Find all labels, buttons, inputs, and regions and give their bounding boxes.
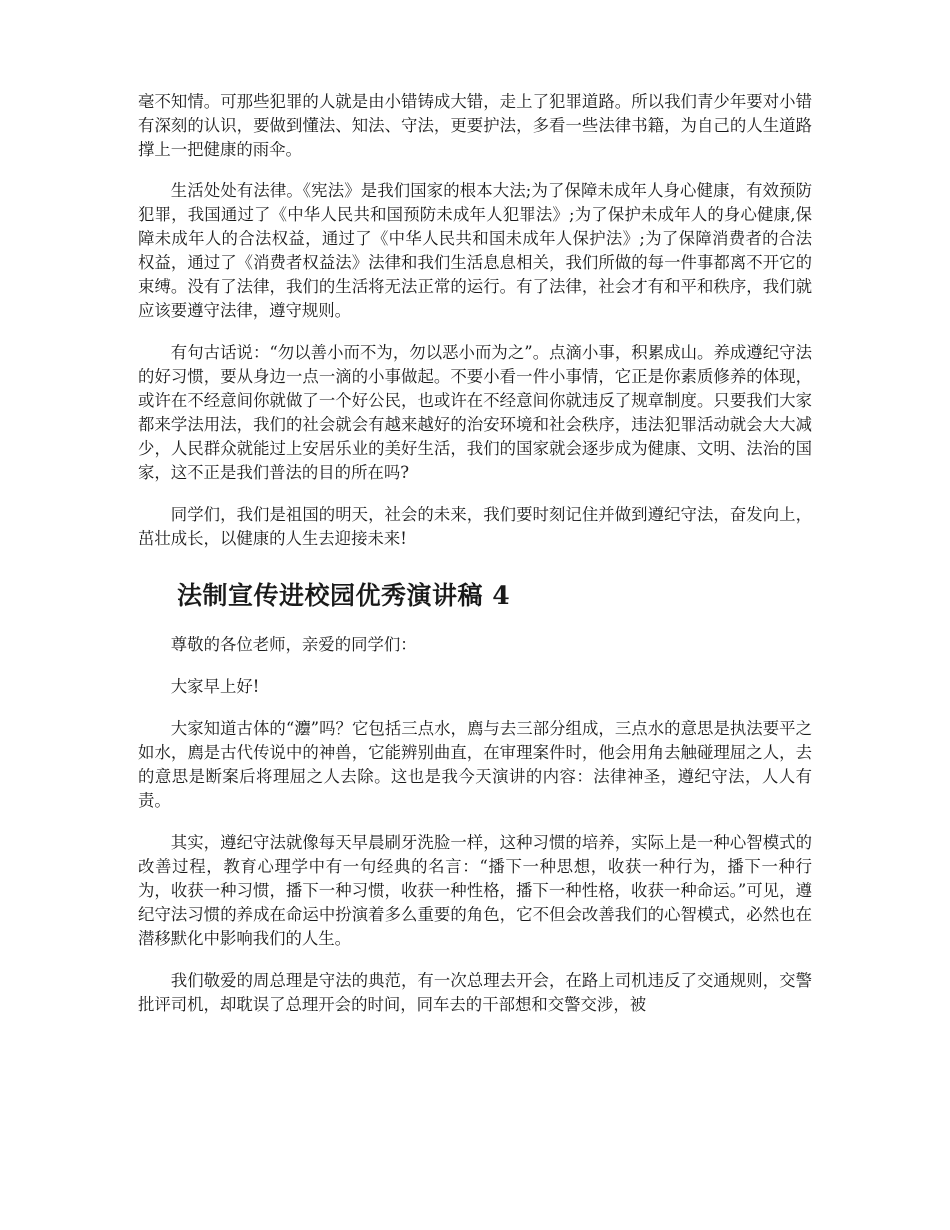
paragraph-habits: 其实，遵纪守法就像每天早晨刷牙洗脸一样，这种习惯的培养，实际上是一种心智模式的改善过程，教育心理学中有一句经典的名言：“播下一种思想，收获一种行为，播下一种行为，收获一种习惯，播下一种习惯，收获一种性格，播下一种性格，收获一种命运。”可见，遵纪守法习惯的养成在命运中扮演着多么重要的角色，它不但会改善我们的心智模式，必然也在潜移默化中影响我们的人生。 [138, 833, 812, 948]
paragraph-law-everywhere: 生活处处有法律。《宪法》是我们国家的根本大法;为了保障未成年人身心健康，有效预防犯罪，我国通过了《中华人民共和国预防未成年人犯罪法》;为了保护未成年人的身心健康,保障未成年人的合法权益，通过了《中华人民共和国未成年人保护法》;为了保障消费者的合法权益，通过了《消费者权益法》法律和我们生活息息相关，我们所做的每一件事都离不开它的束缚。没有了法律，我们的生活将无法正常的运行。有了法律，社会才有和平和秩序，我们就应该要遵守法律，遵守规则。 [138, 181, 812, 320]
paragraph-ancient-saying: 有句古话说：“勿以善小而不为，勿以恶小而为之”。点滴小事，积累成山。养成遵纪守法的好习惯，要从身边一点一滴的小事做起。不要小看一件小事情，它正是你素质修养的体现，或许在不经意间你就做了一个好公民，也或许在不经意间你就违反了规章制度。只要我们大家都来学法用法，我们的社会就会有越来越好的治安环境和社会秩序，违法犯罪活动就会大大减少，人民群众就能过上安居乐业的美好生活，我们的国家就会逐步成为健康、文明、法治的国家，这不正是我们普法的目的所在吗? [138, 343, 812, 482]
paragraph-salutation: 尊敬的各位老师，亲爱的同学们： [170, 635, 417, 654]
paragraph-continued: 毫不知情。可那些犯罪的人就是由小错铸成大错，走上了犯罪道路。所以我们青少年要对小错有深刻的认识，要做到懂法、知法、守法，更要护法，多看一些法律书籍，为自己的人生道路撑上一把健康的雨伞。 [138, 92, 812, 159]
paragraph-premier-zhou: 我们敬爱的周总理是守法的典范，有一次总理去开会，在路上司机违反了交通规则，交警批评司机，却耽误了总理开会的时间，同车去的干部想和交警交涉，被 [138, 971, 812, 1014]
paragraph-ancient-character: 大家知道古体的“灋”吗？它包括三点水，廌与去三部分组成，三点水的意思是执法要平之如水，廌是古代传说中的神兽，它能辨别曲直，在审理案件时，他会用角去触碰理屈之人，去的意思是断案后将理屈之人去除。这也是我今天演讲的内容：法律神圣，遵纪守法，人人有责。 [138, 719, 812, 810]
paragraph-closing: 同学们，我们是祖国的明天，社会的未来，我们要时刻记住并做到遵纪守法，奋发向上，茁壮成长，以健康的人生去迎接未来! [138, 505, 812, 548]
paragraph-greeting: 大家早上好! [170, 677, 260, 696]
section-heading: 法制宣传进校园优秀演讲稿 4 [177, 581, 511, 610]
